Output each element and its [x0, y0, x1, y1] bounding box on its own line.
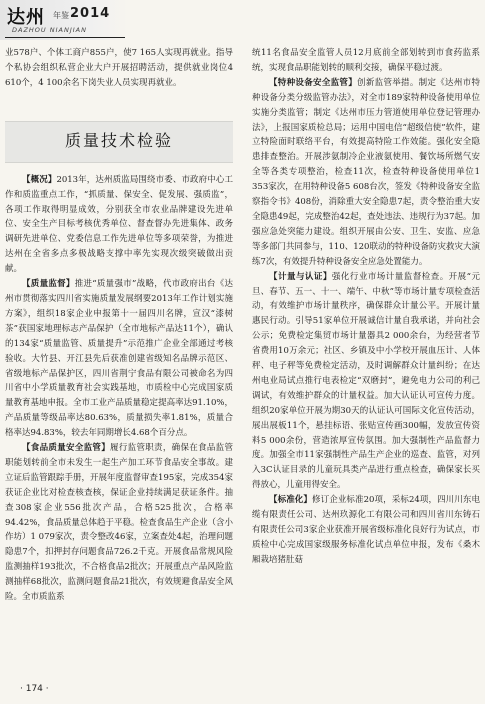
special-equipment-text: 创新监管举措。制定《达州市特种设备分类分级监管办法》，对全市189家特种设备使用单位实施分类监管；制定《达州市压力管道使用单位登记管理办法》，上报国家质检总局；运用中国电信“超级信使”软件，建立特险面时联络平台，有效提高特险工作效能。强化安全隐患排查整治。开展涉氨制冷企业液氨使用、餐饮场所燃气安全等各类专项整治，检查11次，检查特种设备使用单位1 353家次，在用特种设备5 608台次，签发《特种设备安全监察指令书》408份，消除重大安全隐患7起，责令整治重大安全隐患49起，完成整治42起，查处违法、违规行为37起。加强应急处突能力建设。组织开展由公安、卫生、安监、应急等多部门共同参与，110、120联动的特种设备防灾救灾大演练7次，有效提升特种设备安全应急处置能力。	[252, 77, 480, 267]
header-subtitle: DAZHOU NIANJIAN	[12, 26, 87, 34]
food-safety-tag: 【食品质量安全监管】	[22, 443, 111, 454]
standardization-text: 修订企业标准20项，采标24项，四川川东电缆有限责任公司、达州玖源化工有限公司和四川省川东铸石有限责任公司3家企业获准开展省级标准化良好行为试点，市质检中心完成国家级服务标准化试点单位申报，发布《桑木厢栽培猪肚菇	[252, 495, 480, 565]
right-intro-paragraph: 统11名食品安全监管人员12月底前全部划转到市食药监系统，实现食品职能划转的顺利交接，确保平稳过渡。	[252, 48, 480, 73]
standardization-tag: 【标准化】	[269, 495, 313, 506]
food-safety-text: 履行监管职责，确保在食品监管职能划转前全市未发生一起生产加工环节食品安全事故。建立证后监管跟踪手册，开展年度监督审查195家，完成354家获证企业比对检查核查核，保证企业持续满足获证条件。抽查308家企业556批次产品，合格525批次，合格率94.42%，食品质量总体趋于平稳。检查食品生产企业（含小作坊）1 079家次，责令整改46家，立案查处4起，治理问题隐患7个，扣押封存问题食品726.2千克。开展食品常规风险监测抽样193批次，不合格食品2批次；开展重点产品风险监测抽样68批次，监测问题食品21批次，有效规避食品安全风险。全市质监系	[5, 443, 233, 603]
overview-paragraph	[5, 173, 233, 277]
quality-supervision-paragraph	[5, 277, 233, 441]
header-tag: 年鉴	[53, 11, 69, 20]
quality-supervision-text: 推进“质量强市”战略，代市政府出台《达州市贯彻落实四川省实施质量发展纲要2013年工作计划实施方案》，组织18家企业申报第十一届四川名牌，宣汉“漆树茶”获国家地理标志产品保护（全市地标产品达11个），确认的134家“质量监管、质量提升”示范推广企业全部通过考核验收。大竹县、开江县先后获准创建省级知名品牌示范区、省级地标产品保护区，四川省荆宁食品有限公司被命名为四川省中小学质量教育社会实践基地，市质检中心完成国家质量教育基地申报。全市工业产品质量稳定提高率达91.10%，产品质量等级品率达80.63%，质量损失率1.81%，质量合格率达94.83%，较去年同期增长4.68个百分点。	[5, 279, 233, 439]
metrology-tag: 【计量与认证】	[269, 271, 332, 282]
running-header	[0, 0, 485, 44]
overview-tag: 【概况】	[22, 174, 57, 185]
metrology-paragraph	[252, 270, 480, 494]
header-title: 达州	[7, 7, 45, 28]
food-safety-paragraph	[5, 441, 233, 605]
standardization-paragraph	[252, 493, 480, 568]
header-year: 2014	[70, 6, 111, 21]
overview-text: 2013年，达州质监局围绕市委、市政府中心工作和质监重点工作，“抓质量、保安全、促发展、强质监”，各项工作取得明显成效，分别获全市农业品牌建设先进单位、安全生产目标考核优秀单位、督查督办先进集体、政务调研先进单位、党委信息工作先进单位等多项荣誉，为推进达州在全省多点多极战略支撑中率先实现次级突破做出贡献。	[5, 174, 233, 275]
page-number: · 174 ·	[20, 684, 49, 694]
left-column	[5, 46, 233, 605]
special-equipment-paragraph	[252, 76, 480, 270]
left-intro-paragraph: 业578户、个体工商户855户，使7 165人实现再就业。指导个私协会组织私营企业大户开展招聘活动，提供就业岗位4 610个，4 100余名下岗失业人员实现再就业。	[5, 48, 233, 88]
metrology-text: 强化行业市场计量监督检查。开展“元旦、春节、五一、十一、端午、中秋”等市场计量专项检查活动，有效维护市场计量秩序，确保群众计量公平。开展计量惠民行动。引导51家单位开展诚信计量自我承诺，并向社会公示；免费检定集贸市场计量器具2 000余台，为经营者节省费用10万余元；社区、乡镇及中小学校开展血压计、人体秤、电子秤等免费检定活动，及时调解群众计量纠纷；在达州电业局试点推行电表检定“双磨封”，避免电力公司的利己调试，有效维护群众的计量权益。加大认证认可宣传力度。组织20家单位开展为期30天的认证认可国际文化宣传活动，展出展板11个，悬挂标语、张贴宣传画300幅，发放宣传资料5 000余份，营造浓厚宣传氛围。加大强制性产品监督力度。加强全市11家强制性产品生产企业的巡查、监管，对列入3C认证目录的儿童玩具类产品进行重点检查，确保家长买得放心，儿童用得安全。	[252, 271, 480, 491]
special-equipment-tag: 【特种设备安全监管】	[269, 77, 358, 88]
section-title: 质量技术检验	[64, 131, 173, 151]
quality-supervision-tag: 【质量监督】	[22, 279, 75, 290]
header-rule	[5, 37, 125, 38]
right-column	[252, 46, 480, 568]
section-banner	[5, 121, 233, 163]
